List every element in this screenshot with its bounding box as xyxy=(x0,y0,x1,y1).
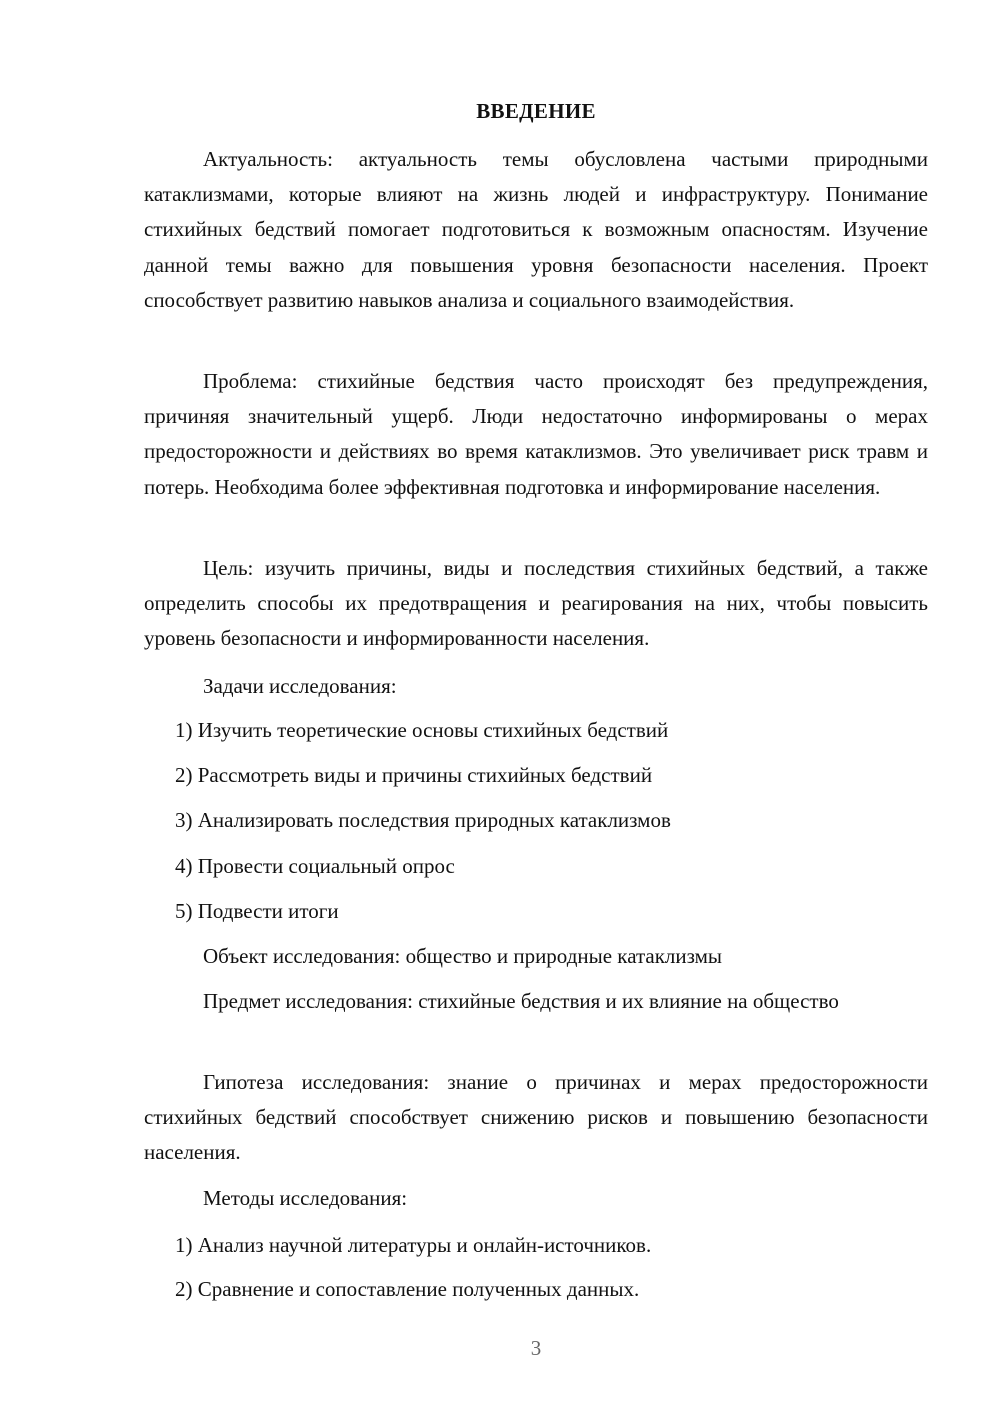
task-item: 3) Анализировать последствия природных катаклизмов xyxy=(175,808,671,832)
object-paragraph: Объект исследования: общество и природные катаклизмы xyxy=(203,944,723,968)
task-item: 2) Рассмотреть виды и причины стихийных бедствий xyxy=(175,763,653,787)
section-heading: ВВЕДЕНИЕ xyxy=(476,99,596,123)
task-item: 1) Изучить теоретические основы стихийных бедствий xyxy=(175,718,669,742)
subject-paragraph: Предмет исследования: стихийные бедствия и их влияние на общество xyxy=(203,989,839,1013)
tasks-title: Задачи исследования: xyxy=(203,674,397,698)
task-item: 5) Подвести итоги xyxy=(175,899,339,923)
methods-title: Методы исследования: xyxy=(203,1186,408,1210)
problem-paragraph: Проблема: стихийные бедствия часто происходят без предупреждения, причиняя значительный ущерб. Люди недостаточно информированы о мерах предосторожности и действиях во время катаклизмов. Это увеличивает риск травм и потерь. Необходима более эффективная подготовка и информирование населения. xyxy=(144,369,928,499)
hypothesis-paragraph: Гипотеза исследования: знание о причинах и мерах предосторожности стихийных бедствий способствует снижению рисков и повышению безопасности населения. xyxy=(144,1070,928,1165)
goal-paragraph: Цель: изучить причины, виды и последствия стихийных бедствий, а также определить способы их предотвращения и реагирования на них, чтобы повысить уровень безопасности и информированности населения. xyxy=(144,556,928,651)
relevance-paragraph: Актуальность: актуальность темы обусловлена частыми природными катаклизмами, которые влияют на жизнь людей и инфраструктуру. Понимание стихийных бедствий помогает подготовиться к возможным опасностям. Изучение данной темы важно для повышения уровня безопасности населения. Проект способствует развитию навыков анализа и социального взаимодействия. xyxy=(144,147,928,312)
task-item: 4) Провести социальный опрос xyxy=(175,854,455,878)
method-item: 2) Сравнение и сопоставление полученных данных. xyxy=(175,1277,640,1301)
page-number: 3 xyxy=(530,1336,542,1360)
method-item: 1) Анализ научной литературы и онлайн-источников. xyxy=(175,1233,652,1257)
